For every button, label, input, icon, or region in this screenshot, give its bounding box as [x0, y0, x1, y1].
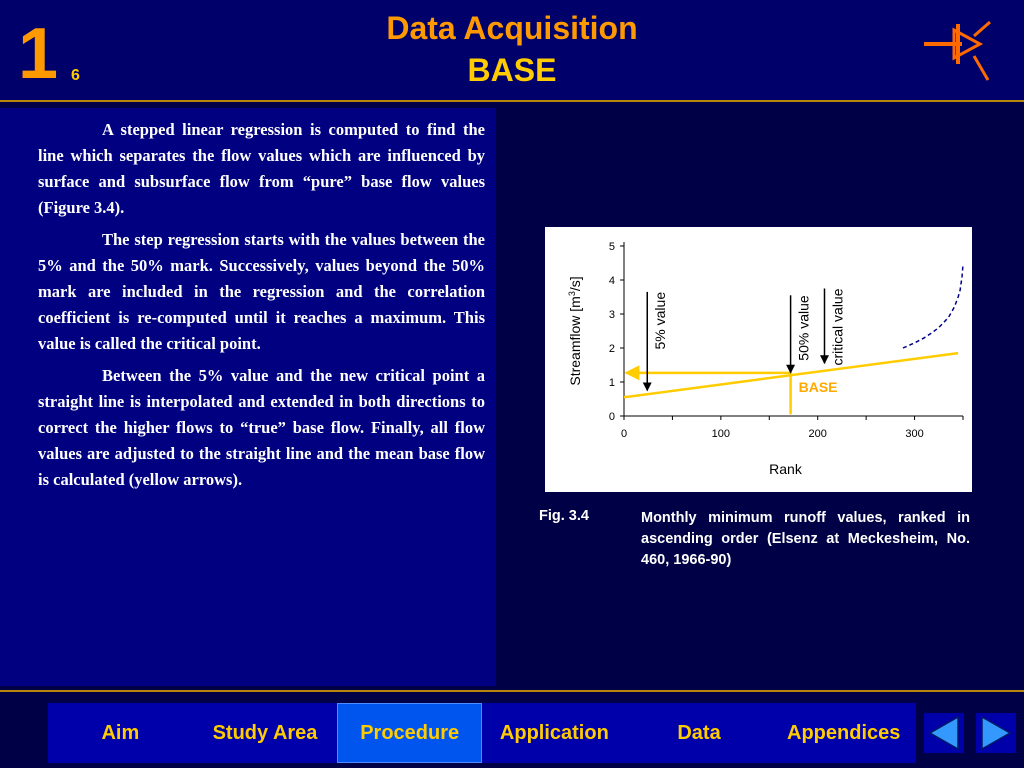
figure-label: Fig. 3.4 [539, 508, 589, 524]
y-tick-label: 3 [608, 309, 615, 321]
nav-item-study-area[interactable]: Study Area [212, 721, 318, 744]
y-tick-label: 4 [608, 275, 615, 287]
base-label: BASE [798, 379, 838, 396]
y-tick-label: 2 [608, 343, 615, 355]
nav-item-data[interactable]: Data [677, 721, 721, 744]
y-axis-label: Streamflow $[m^3/s]$ [567, 276, 583, 386]
y-tick-label: 0 [608, 411, 615, 423]
arrow-logo-icon [918, 16, 998, 88]
nav-bar [48, 703, 916, 763]
nav-item-procedure[interactable]: Procedure [337, 703, 482, 763]
flow-series-line [903, 265, 963, 348]
footer-divider [0, 690, 1024, 692]
body-text [38, 117, 485, 499]
annotation-label: 50% value [795, 295, 812, 361]
nav-item-application[interactable]: Application [499, 721, 609, 744]
header-bar [0, 0, 1024, 100]
y-tick-label: 1 [608, 377, 615, 389]
paragraph: The step regression starts with the values between the 5% and the 50% mark. Successively, values beyond the 50% mark are included in the regression and the correlation coefficient is re-computed until it reaches a maximum. This value is called the critical point. [38, 230, 485, 353]
nav-item-appendices[interactable]: Appendices [787, 721, 901, 744]
annotation-label: 5% value [652, 291, 669, 350]
streamflow-chart [545, 227, 972, 492]
chapter-sub: 6 [71, 67, 80, 84]
y-tick-label: 5 [608, 241, 615, 253]
x-axis-label: Rank [769, 461, 802, 477]
page-subtitle: BASE [467, 52, 557, 88]
arrow-left-icon[interactable] [924, 713, 964, 753]
figure-caption: Monthly minimum runoff values, ranked in ascending order (Elsenz at Meckesheim, No. 460, 1966-90) [641, 510, 970, 568]
x-tick-label: 100 [711, 428, 731, 440]
chapter-number: 1 [18, 14, 59, 94]
x-tick-label: 300 [905, 428, 924, 440]
arrow-right-icon[interactable] [976, 713, 1016, 753]
nav-item-aim[interactable]: Aim [101, 721, 140, 744]
paragraph: Between the 5% value and the new critical point a straight line is interpolated and extended in both directions to correct the higher flows to “true” base flow. Finally, all flow values are adjusted to the straight line and the mean base flow is calculated (yellow arrows). [38, 366, 485, 489]
x-tick-label: 200 [808, 428, 827, 440]
paragraph: A stepped linear regression is computed to find the line which separates the flow values which are influenced by surface and subsurface flow from “pure” base flow values (Figure 3.4). [38, 120, 485, 217]
page-title: Data Acquisition [386, 10, 638, 46]
header-divider [0, 100, 1024, 102]
annotation-label: critical value [829, 288, 846, 366]
x-tick-label: 0 [620, 428, 628, 440]
chart-panel [545, 227, 972, 492]
